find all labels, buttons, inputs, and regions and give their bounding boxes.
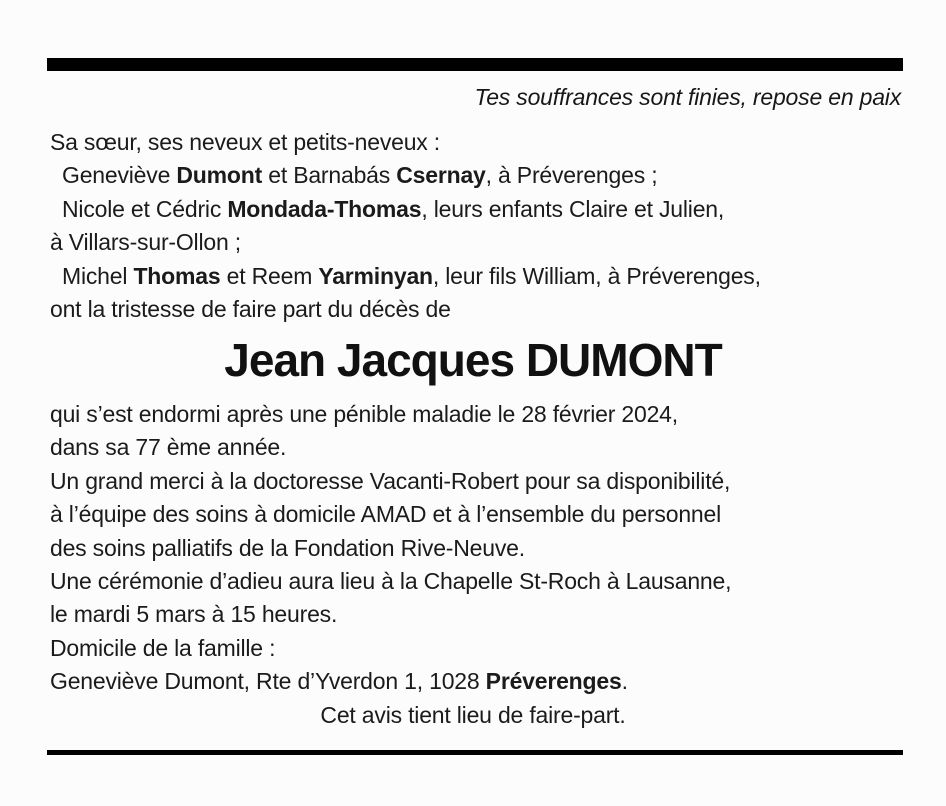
notice-line: Sa sœur, ses neveux et petits-neveux :: [50, 129, 440, 155]
notice-line: dans sa 77 ème année.: [50, 434, 287, 461]
notice-line: Nicole et Cédric Mondada-Thomas, leurs enfants Claire et Julien,: [62, 195, 725, 222]
notice-line: Une cérémonie d’adieu aura lieu à la Chapelle St-Roch à Lausanne,: [50, 568, 732, 595]
notice-line: à Villars-sur-Ollon ;: [50, 229, 241, 256]
notice-line: des soins palliatifs de la Fondation Rive-Neuve.: [50, 534, 525, 561]
notice-line: Un grand merci à la doctoresse Vacanti-Robert pour sa disponibilité,: [50, 467, 731, 494]
epitaph-quote: Tes souffrances sont finies, repose en paix: [474, 84, 901, 110]
notice-line: qui s’est endormi après une pénible maladie le 28 février 2024,: [50, 401, 678, 427]
family-intro-paragraph: [50, 126, 906, 326]
closing-line: Cet avis tient lieu de faire-part.: [320, 702, 626, 728]
notice-line: Geneviève Dumont, Rte d’Yverdon 1, 1028 Préverenges.: [50, 668, 628, 695]
notice-line: Domicile de la famille :: [50, 634, 276, 661]
notice-line: ont la tristesse de faire part du décès de: [50, 296, 451, 323]
notice-body-paragraph: [50, 398, 906, 699]
notice-line: le mardi 5 mars à 15 heures.: [50, 601, 338, 628]
notice-line: Geneviève Dumont et Barnabás Csernay, à Préverenges ;: [62, 162, 658, 189]
top-divider: [47, 58, 903, 71]
notice-line: Michel Thomas et Reem Yarminyan, leur fils William, à Préverenges,: [62, 262, 761, 289]
deceased-name: Jean Jacques DUMONT: [224, 334, 722, 386]
bottom-divider: [47, 750, 903, 755]
notice-line: à l’équipe des soins à domicile AMAD et à l’ensemble du personnel: [50, 501, 722, 528]
